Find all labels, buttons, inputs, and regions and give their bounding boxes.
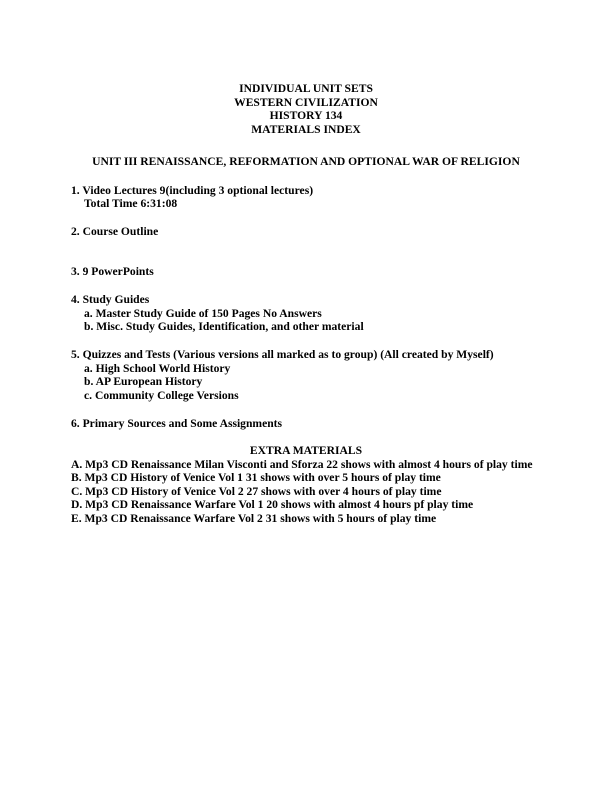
extras-heading: EXTRA MATERIALS (249, 444, 363, 457)
extra-item-d: D. Mp3 CD Renaissance Warfare Vol 1 20 shows with almost 4 hours pf play time (71, 498, 474, 512)
unit-title: UNIT III RENAISSANCE, REFORMATION AND OPTIONAL WAR OF RELIGION (92, 155, 520, 168)
item-primary-sources: 6. Primary Sources and Some Assignments (71, 417, 283, 430)
header-line-2: WESTERN CIVILIZATION (234, 95, 378, 109)
header-line-4: MATERIALS INDEX (251, 122, 361, 136)
item-quizzes-a: a. High School World History (84, 362, 231, 375)
header-line-3: HISTORY 134 (269, 109, 343, 123)
extra-item-a: A. Mp3 CD Renaissance Milan Visconti and Sforza 22 shows with almost 4 hours of play time (71, 458, 533, 471)
item-video-lectures: 1. Video Lectures 9(including 3 optional lectures) (71, 184, 314, 197)
extra-item-e: E. Mp3 CD Renaissance Warfare Vol 2 31 shows with 5 hours of play time (71, 511, 437, 525)
extra-item-b: B. Mp3 CD History of Venice Vol 1 31 shows with over 5 hours of play time (71, 471, 441, 485)
item-powerpoints: 3. 9 PowerPoints (71, 265, 154, 278)
header-line-1: INDIVIDUAL UNIT SETS (239, 82, 373, 95)
item-study-guide-a: a. Master Study Guide of 150 Pages No Answers (84, 307, 322, 320)
item-study-guides: 4. Study Guides (71, 293, 150, 306)
item-course-outline: 2. Course Outline (71, 225, 159, 238)
item-quizzes-b: b. AP European History (84, 375, 203, 388)
item-total-time: Total Time 6:31:08 (84, 197, 178, 210)
item-study-guide-b: b. Misc. Study Guides, Identification, and other material (84, 320, 364, 333)
extras-list (71, 458, 541, 525)
document-header (0, 82, 612, 136)
extra-item-c: C. Mp3 CD History of Venice Vol 2 27 shows with over 4 hours of play time (71, 484, 442, 498)
item-quizzes-tests: 5. Quizzes and Tests (Various versions all marked as to group) (All created by Myself) (71, 348, 494, 361)
item-quizzes-c: c. Community College Versions (84, 389, 239, 402)
